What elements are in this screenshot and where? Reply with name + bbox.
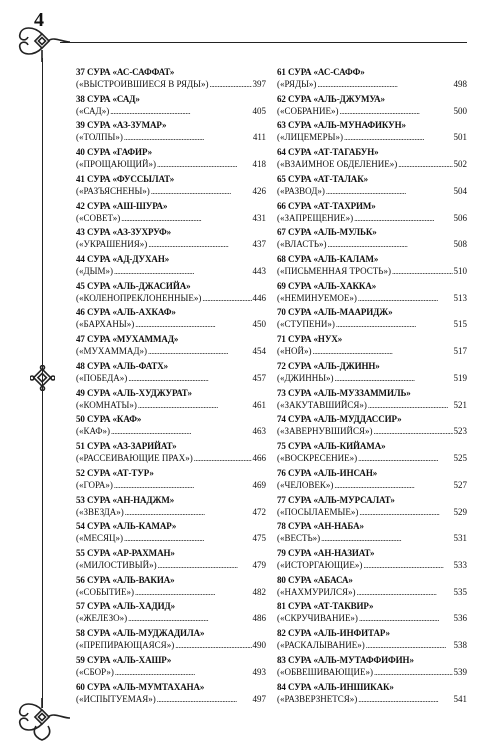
toc-entry[interactable] (76, 520, 266, 547)
toc-entry[interactable] (277, 494, 467, 521)
sura-title: 39 СУРА «АЗ-ЗУМАР» (76, 120, 167, 131)
toc-entry[interactable] (277, 413, 467, 440)
dot-leader (158, 559, 252, 572)
dot-leader (313, 345, 453, 358)
sura-translation: («СБОР») (76, 666, 114, 677)
toc-entry[interactable] (76, 66, 266, 93)
page-ref: 497 (252, 693, 266, 704)
toc-column-left (76, 66, 266, 707)
toc-entry[interactable] (76, 413, 266, 440)
page-ref: 482 (252, 586, 266, 597)
page-ref: 437 (252, 239, 266, 250)
toc-entry[interactable] (277, 280, 467, 307)
page-ref: 538 (453, 640, 467, 651)
page-ref: 475 (252, 533, 266, 544)
dot-leader (135, 318, 251, 331)
sura-title: 69 СУРА «АЛЬ-ХАККА» (277, 280, 377, 291)
page-ref: 517 (453, 346, 467, 357)
sura-translation: («НАХМУРИЛСЯ») (277, 586, 356, 597)
sura-translation: («НОЙ») (277, 346, 312, 357)
sura-title: 41 СУРА «ФУССЫЛАТ» (76, 173, 175, 184)
sura-title: 51 СУРА «АЗ-ЗАРИЙАТ» (76, 441, 177, 452)
sura-translation: («ВЛАСТЬ») (277, 239, 327, 250)
sura-translation: («МИЛОСТИВЫЙ») (76, 559, 157, 570)
page-ref: 508 (453, 239, 467, 250)
toc-entry[interactable] (76, 654, 266, 681)
knot-swirl-ornament (12, 696, 74, 742)
toc-entry[interactable] (76, 146, 266, 173)
dot-leader (115, 666, 252, 679)
dot-leader (373, 425, 452, 438)
toc-entry[interactable] (76, 547, 266, 574)
sura-title: 71 СУРА «НУХ» (277, 334, 343, 345)
page-ref: 443 (252, 266, 266, 277)
dot-leader (359, 612, 453, 625)
page-ref: 504 (453, 185, 467, 196)
toc-entry[interactable] (277, 146, 467, 173)
dot-leader (121, 212, 251, 225)
page-ref: 405 (252, 105, 266, 116)
sura-title: 52 СУРА «АТ-ТУР» (76, 467, 154, 478)
toc-entry[interactable] (76, 226, 266, 253)
dot-leader (358, 452, 452, 465)
sura-title: 63 СУРА «АЛЬ-МУНАФИКУН» (277, 120, 406, 131)
sura-title: 66 СУРА «АТ-ТАХРИМ» (277, 200, 376, 211)
sura-translation: («СОВЕТ») (76, 212, 121, 223)
knot-ornament (30, 365, 55, 391)
toc-column-right (277, 66, 467, 707)
sura-title: 84 СУРА «АЛЬ-ИНШИКАК» (277, 681, 394, 692)
dot-leader (151, 185, 252, 198)
dot-leader (368, 399, 453, 412)
dot-leader (317, 78, 452, 91)
sura-translation: («ЛИЦЕМЕРЫ») (277, 132, 343, 143)
sura-title: 40 СУРА «ГАФИР» (76, 147, 152, 158)
sura-translation: («ЗВЕЗДА») (76, 506, 124, 517)
sura-translation: («РАЗВЕРЗНЕТСЯ») (277, 693, 358, 704)
page-ref: 431 (252, 212, 266, 223)
page-ref: 515 (453, 319, 467, 330)
sura-translation: («РЯДЫ») (277, 79, 317, 89)
sura-translation: («РАСКАЛЫВАНИЕ») (277, 640, 365, 651)
toc-entry[interactable] (277, 574, 467, 601)
sura-translation: («КАФ») (76, 426, 111, 437)
dot-leader (111, 425, 251, 438)
page-ref: 466 (252, 453, 266, 464)
toc-entry[interactable] (76, 627, 266, 654)
page-ref: 527 (453, 479, 467, 490)
sura-title: 73 СУРА «АЛЬ-МУЗЗАММИЛЬ» (277, 387, 411, 398)
sura-title: 62 СУРА «АЛЬ-ДЖУМУА» (277, 93, 385, 104)
toc-entry[interactable] (277, 520, 467, 547)
sura-translation: («САД») (76, 105, 110, 116)
dot-leader (374, 666, 452, 679)
page-ref: 472 (252, 506, 266, 517)
toc-entry[interactable] (277, 627, 467, 654)
dot-leader (202, 292, 251, 305)
page-ref: 463 (252, 426, 266, 437)
toc-entry[interactable] (76, 574, 266, 601)
sura-translation: («БАРХАНЫ») (76, 319, 135, 330)
dot-leader (340, 105, 453, 118)
dot-leader (209, 78, 251, 91)
sura-translation: («СТУПЕНИ») (277, 319, 335, 330)
sura-title: 48 СУРА «АЛЬ-ФАТХ» (76, 360, 169, 371)
knot-swirl-ornament (12, 22, 74, 66)
toc-entry[interactable] (76, 280, 266, 307)
sura-title: 67 СУРА «АЛЬ-МУЛЬК» (277, 227, 377, 238)
sura-title: 42 СУРА «АШ-ШУРА» (76, 200, 168, 211)
dot-leader (148, 238, 251, 251)
sura-translation: («ЗАПРЕЩЕНИЕ») (277, 212, 354, 223)
page-ref: 479 (252, 559, 266, 570)
sura-title: 56 СУРА «АЛЬ-ВАКИА» (76, 574, 175, 585)
page-ref: 506 (453, 212, 467, 223)
page-ref: 531 (453, 533, 467, 544)
sura-title: 58 СУРА «АЛЬ-МУДЖАДИЛА» (76, 628, 205, 639)
sura-title: 77 СУРА «АЛЬ-МУРСАЛАТ» (277, 494, 395, 505)
toc-entry[interactable] (76, 93, 266, 120)
dot-leader (336, 318, 453, 331)
sura-translation: («СКРУЧИВАНИЕ») (277, 613, 358, 624)
sura-translation: («ВЫСТРОИВШИЕСЯ В РЯДЫ») (76, 79, 209, 89)
sura-title: 45 СУРА «АЛЬ-ДЖАСИЙА» (76, 280, 191, 291)
toc-entry[interactable] (277, 173, 467, 200)
sura-translation: («ЗАКУТАВШИЙСЯ») (277, 399, 367, 410)
page-ref: 490 (252, 640, 266, 651)
sura-title: 80 СУРА «АБАСА» (277, 574, 353, 585)
page-ref: 450 (252, 319, 266, 330)
page-ref: 535 (453, 586, 467, 597)
page-ref: 446 (252, 292, 266, 303)
page-ref: 502 (453, 159, 467, 170)
dot-leader (157, 158, 251, 171)
page-ref: 529 (453, 506, 467, 517)
sura-translation: («РАЗЪЯСНЕНЫ») (76, 185, 150, 196)
sura-translation: («ЧЕЛОВЕК») (277, 479, 334, 490)
page-ref: 536 (453, 613, 467, 624)
dot-leader (194, 452, 252, 465)
dot-leader (128, 372, 251, 385)
sura-title: 74 СУРА «АЛЬ-МУДДАССИР» (277, 414, 402, 425)
page-ref: 533 (453, 559, 467, 570)
dot-leader (398, 158, 452, 171)
page-ref: 457 (252, 372, 266, 383)
sura-title: 46 СУРА «АЛЬ-АХКАФ» (76, 307, 176, 318)
page-ref: 397 (252, 79, 266, 89)
dot-leader (125, 506, 252, 519)
toc-entry[interactable] (277, 119, 467, 146)
toc-entry[interactable] (76, 253, 266, 280)
dot-leader (128, 612, 251, 625)
dot-leader (354, 212, 452, 225)
sura-title: 50 СУРА «КАФ» (76, 414, 142, 425)
sura-translation: («ДЖИННЫ») (277, 372, 334, 383)
sura-translation: («ОБВЕШИВАЮЩИЕ») (277, 666, 374, 677)
sura-translation: («ПИСЬМЕННАЯ ТРОСТЬ») (277, 266, 391, 277)
toc-entry[interactable] (277, 226, 467, 253)
toc-entry[interactable] (76, 387, 266, 414)
dot-leader (321, 532, 452, 545)
sura-title: 76 СУРА «АЛЬ-ИНСАН» (277, 467, 378, 478)
sura-title: 75 СУРА «АЛЬ-КИЙАМА» (277, 441, 386, 452)
page-ref: 521 (453, 399, 467, 410)
toc-entry[interactable] (277, 387, 467, 414)
dot-leader (335, 372, 453, 385)
sura-title: 38 СУРА «САД» (76, 93, 140, 104)
sura-title: 64 СУРА «АТ-ТАГАБУН» (277, 147, 379, 158)
sura-title: 57 СУРА «АЛЬ-ХАДИД» (76, 601, 175, 612)
sura-title: 60 СУРА «АЛЬ-МУМТАХАНА» (76, 681, 205, 692)
toc-entry[interactable] (277, 547, 467, 574)
toc-entry[interactable] (277, 600, 467, 627)
toc-entry[interactable] (277, 681, 467, 708)
dot-leader (356, 586, 452, 599)
sura-title: 82 СУРА «АЛЬ-ИНФИТАР» (277, 628, 390, 639)
sura-title: 37 СУРА «АС-САФФАТ» (76, 67, 175, 77)
sura-translation: («ПОБЕДА») (76, 372, 128, 383)
page-ref: 461 (252, 399, 266, 410)
page-ref: 523 (453, 426, 467, 437)
dot-leader (138, 399, 252, 412)
page-ref: 541 (453, 693, 467, 704)
sura-translation: («ПОСЫЛАЕМЫЕ») (277, 506, 359, 517)
sura-title: 49 СУРА «АЛЬ-ХУДЖУРАТ» (76, 387, 192, 398)
sura-translation: («ДЫМ») (76, 266, 113, 277)
sura-title: 44 СУРА «АД-ДУХАН» (76, 254, 170, 265)
sura-translation: («МУХАММАД») (76, 346, 148, 357)
page-ref: 525 (453, 453, 467, 464)
sura-title: 43 СУРА «АЗ-ЗУХРУФ» (76, 227, 172, 238)
page-ref: 500 (453, 105, 467, 116)
sura-title: 61 СУРА «АС-САФФ» (277, 67, 365, 77)
sura-translation: («УКРАШЕНИЯ») (76, 239, 148, 250)
sura-translation: («РАССЕИВАЮЩИЕ ПРАХ») (76, 453, 193, 464)
toc-entry[interactable] (76, 306, 266, 333)
sura-translation: («ПРЕПИРАЮЩАЯСЯ») (76, 640, 175, 651)
dot-leader (135, 586, 251, 599)
toc-entry[interactable] (277, 66, 467, 93)
sura-translation: («ИСПЫТУЕМАЯ») (76, 693, 156, 704)
page-ref: 501 (453, 132, 467, 143)
sura-translation: («КОЛЕНОПРЕКЛОНЕННЫЕ») (76, 292, 202, 303)
dot-leader (359, 506, 452, 519)
sura-title: 53 СУРА «АН-НАДЖМ» (76, 494, 175, 505)
toc-entry[interactable] (76, 119, 266, 146)
dot-leader (148, 345, 251, 358)
dot-leader (392, 265, 453, 278)
dot-leader (358, 693, 452, 706)
sura-translation: («ВЗАИМНОЕ ОБДЕЛЕНИЕ») (277, 159, 398, 170)
sura-title: 54 СУРА «АЛЬ-КАМАР» (76, 521, 177, 532)
dot-leader (114, 479, 252, 492)
sura-title: 81 СУРА «АТ-ТАКВИР» (277, 601, 374, 612)
toc-entry[interactable] (76, 600, 266, 627)
toc-entry[interactable] (277, 200, 467, 227)
page-ref: 454 (252, 346, 266, 357)
dot-leader (363, 559, 452, 572)
sura-title: 83 СУРА «АЛЬ-МУТАФФИФИН» (277, 654, 414, 665)
dot-leader (175, 639, 251, 652)
dot-leader (327, 238, 452, 251)
dot-leader (344, 131, 453, 144)
sura-title: 72 СУРА «АЛЬ-ДЖИНН» (277, 360, 380, 371)
page-ref: 469 (252, 479, 266, 490)
toc-entry[interactable] (76, 440, 266, 467)
sura-translation: («КОМНАТЫ») (76, 399, 137, 410)
dot-leader (110, 105, 251, 118)
sura-translation: («ЗАВЕРНУВШИЙСЯ») (277, 426, 373, 437)
sura-translation: («СОБЫТИЕ») (76, 586, 135, 597)
page-ref: 510 (453, 266, 467, 277)
sura-title: 70 СУРА «АЛЬ-МААРИДЖ» (277, 307, 393, 318)
page-ref: 513 (453, 292, 467, 303)
sura-translation: («ПРОЩАЮЩИЙ») (76, 159, 157, 170)
toc-entry[interactable] (277, 333, 467, 360)
page-ref: 411 (252, 132, 266, 143)
page-ref: 486 (252, 613, 266, 624)
sura-translation: («ТОЛПЫ») (76, 132, 123, 143)
dot-leader (124, 532, 252, 545)
page-ref: 418 (252, 159, 266, 170)
toc-entry[interactable] (277, 253, 467, 280)
sura-translation: («ИСТОРГАЮЩИЕ») (277, 559, 363, 570)
sura-translation: («МЕСЯЦ») (76, 533, 123, 544)
dot-leader (326, 185, 453, 198)
page-number: 4 (34, 9, 44, 31)
dot-leader (114, 265, 252, 278)
dot-leader (157, 693, 252, 706)
page-ref: 519 (453, 372, 467, 383)
toc-entry[interactable] (76, 467, 266, 494)
sura-title: 65 СУРА «АТ-ТАЛАК» (277, 173, 369, 184)
toc-entry[interactable] (76, 173, 266, 200)
sura-translation: («ВОСКРЕСЕНИЕ») (277, 453, 358, 464)
sura-translation: («ГОРА») (76, 479, 113, 490)
frame-top-rule (60, 42, 467, 43)
toc-entry[interactable] (76, 333, 266, 360)
page-ref: 539 (453, 666, 467, 677)
dot-leader (124, 131, 252, 144)
dot-leader (366, 639, 453, 652)
toc-entry[interactable] (277, 440, 467, 467)
toc-entry[interactable] (76, 200, 266, 227)
toc-entry[interactable] (277, 360, 467, 387)
sura-title: 68 СУРА «АЛЬ-КАЛАМ» (277, 254, 379, 265)
sura-title: 78 СУРА «АН-НАБА» (277, 521, 364, 532)
sura-translation: («ВЕСТЬ») (277, 533, 321, 544)
toc-entry[interactable] (76, 681, 266, 708)
dot-leader (358, 292, 453, 305)
toc-entry[interactable] (277, 306, 467, 333)
sura-translation: («НЕМИНУЕМОЕ») (277, 292, 357, 303)
toc-entry[interactable] (277, 467, 467, 494)
dot-leader (334, 479, 452, 492)
toc-entry[interactable] (76, 360, 266, 387)
sura-title: 55 СУРА «АР-РАХМАН» (76, 547, 175, 558)
sura-translation: («СОБРАНИЕ») (277, 105, 339, 116)
toc-entry[interactable] (76, 494, 266, 521)
sura-title: 47 СУРА «МУХАММАД» (76, 334, 179, 345)
page-ref: 498 (453, 79, 467, 89)
toc-entry[interactable] (277, 93, 467, 120)
sura-translation: («ЖЕЛЕЗО») (76, 613, 128, 624)
sura-title: 59 СУРА «АЛЬ-ХАШР» (76, 654, 172, 665)
page-ref: 493 (252, 666, 266, 677)
sura-title: 79 СУРА «АН-НАЗИАТ» (277, 547, 375, 558)
page-ref: 426 (252, 185, 266, 196)
sura-translation: («РАЗВОД») (277, 185, 325, 196)
toc-entry[interactable] (277, 654, 467, 681)
